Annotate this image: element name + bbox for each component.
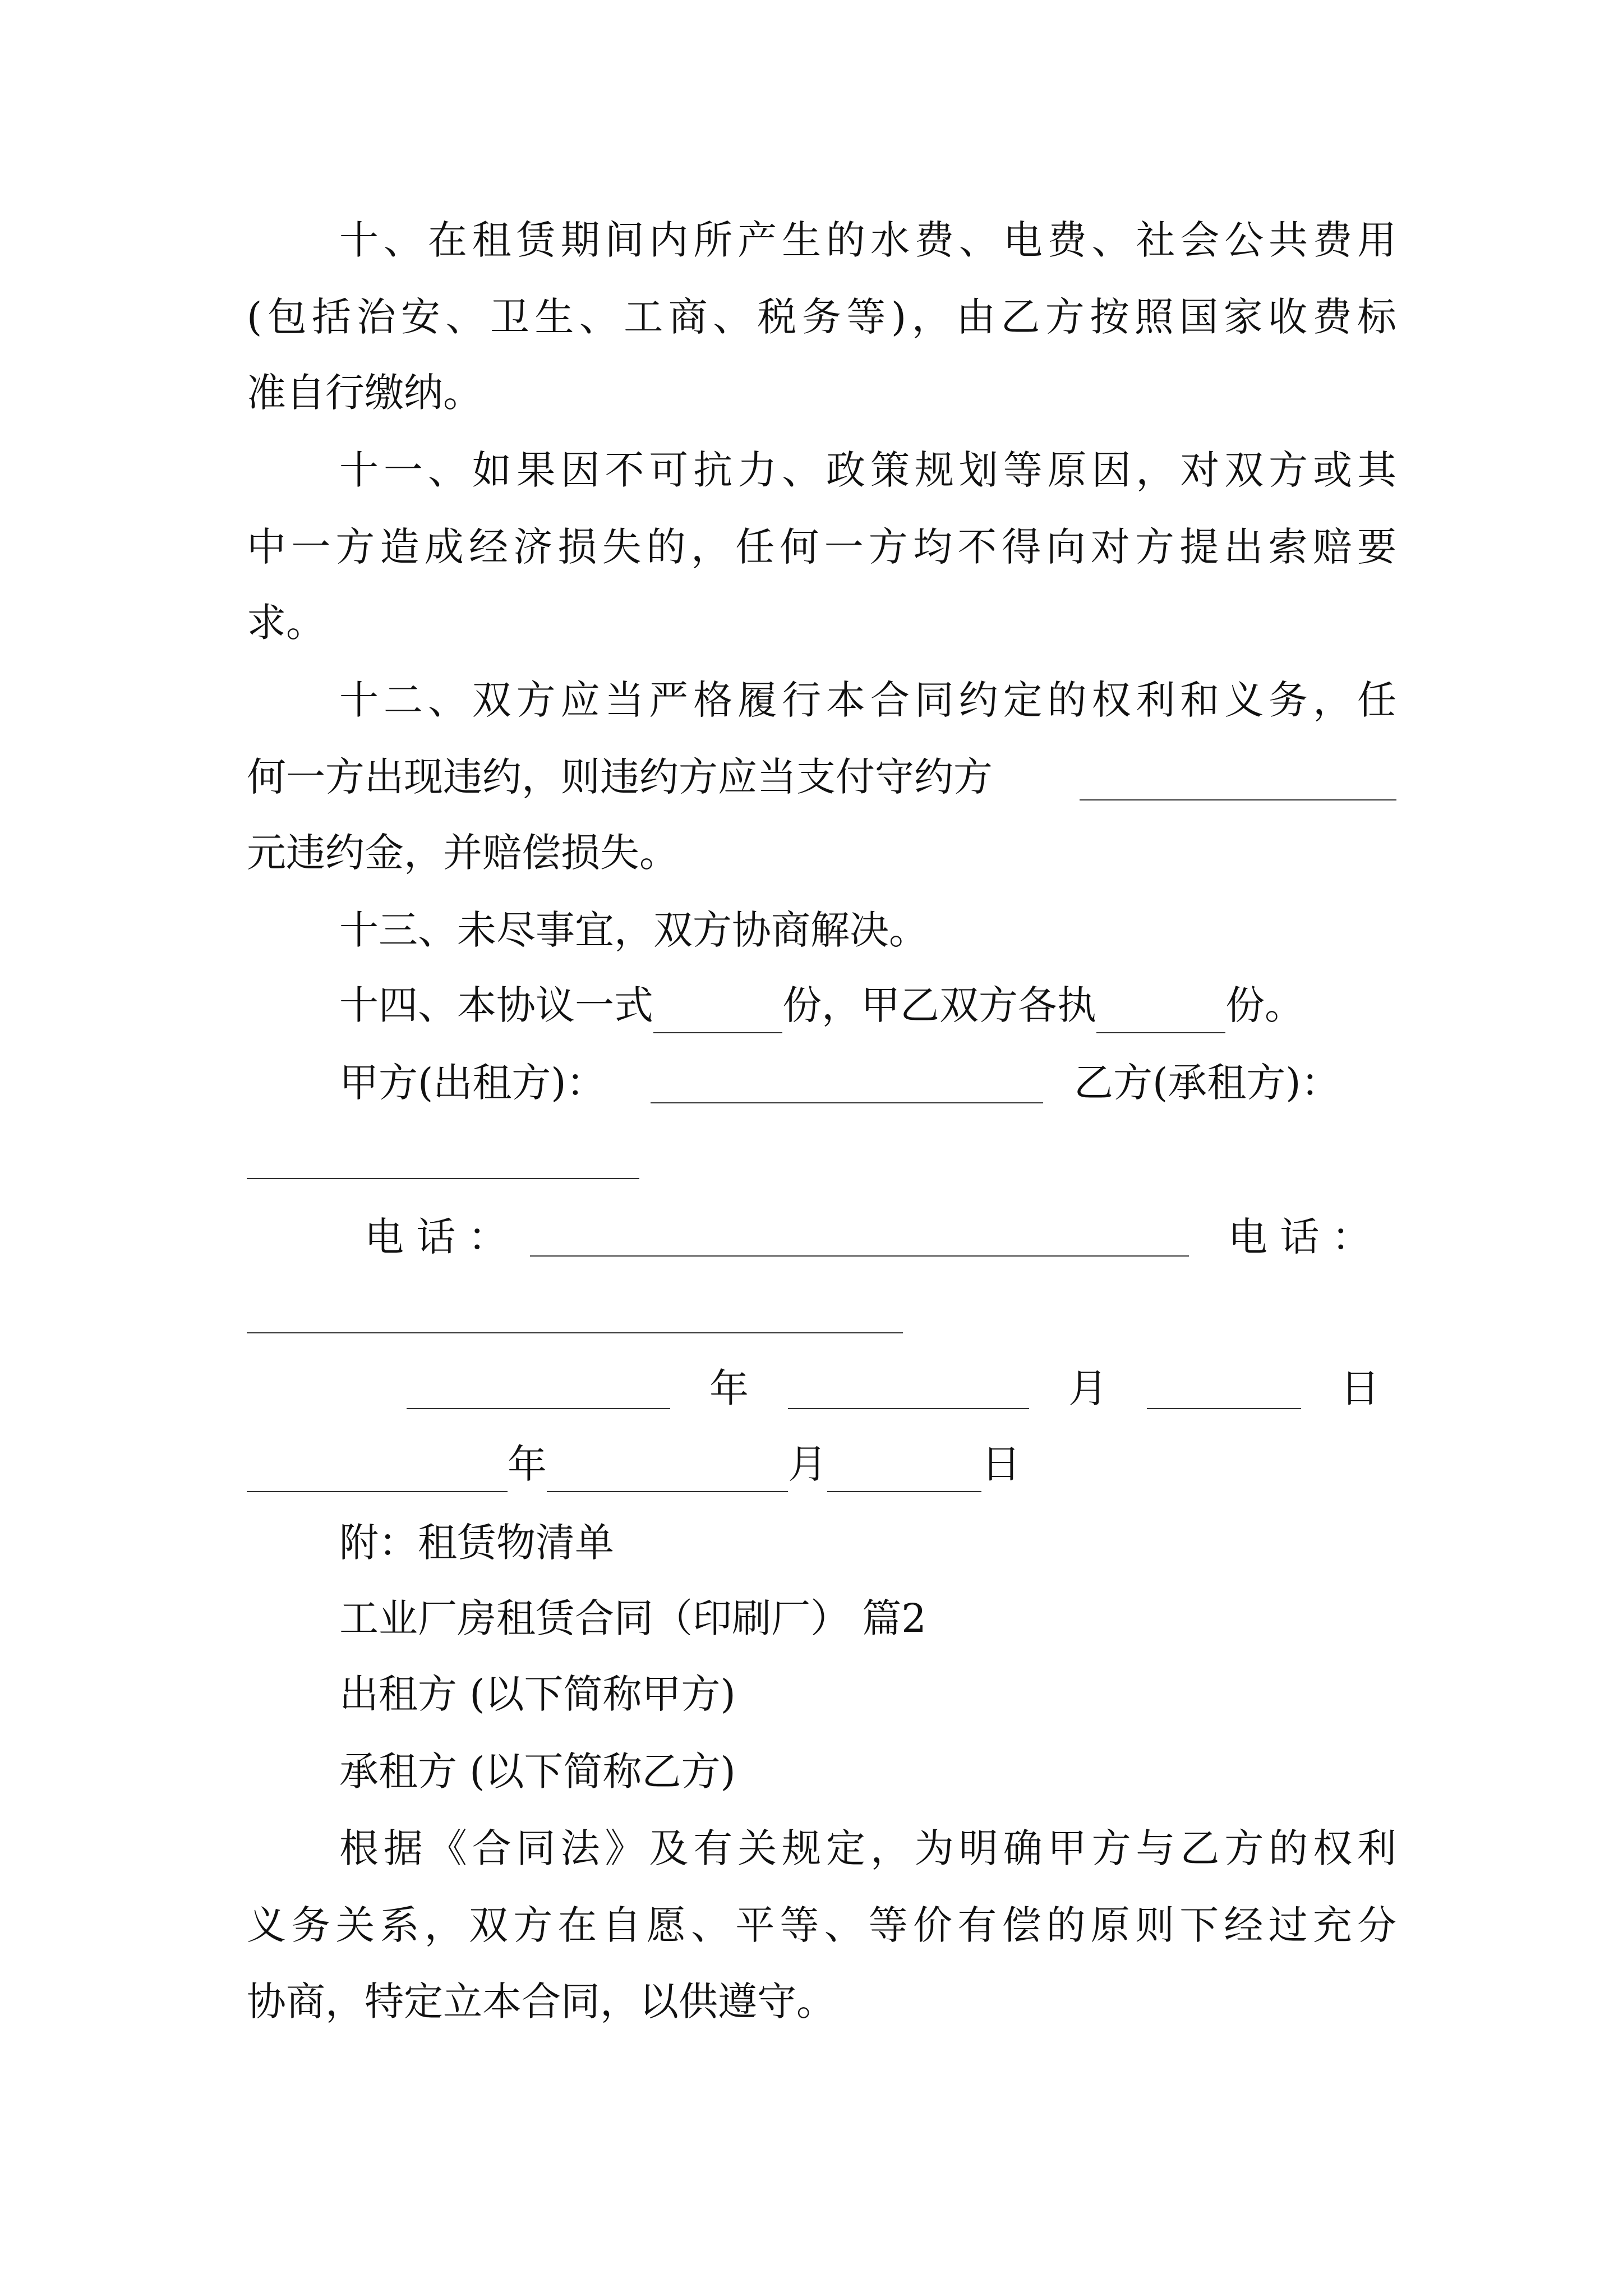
lessor-line: 出租方 (以下简称甲方): [339, 1671, 736, 1717]
date-a-day-blank[interactable]: [1147, 1408, 1301, 1409]
party-b-label: 乙方(承租方)：: [1074, 1060, 1340, 1106]
date-a-year-label: 年: [709, 1365, 749, 1411]
date-b-month-label: 月: [788, 1441, 827, 1487]
date-b-year-label: 年: [508, 1441, 547, 1487]
clause-13: 十三、未尽事宜，双方协商解决。: [339, 907, 928, 953]
clause-11-line-2: 中一方造成经济损失的，任何一方均不得向对方提出索赔要: [247, 524, 1396, 570]
date-b: [247, 1436, 1021, 1492]
date-a-month-blank[interactable]: [788, 1408, 1029, 1409]
party-b-phone-label: 电 话 ：: [1228, 1214, 1371, 1260]
clause-14-part-b: 份，甲乙双方各执: [782, 982, 1096, 1028]
clause-11-line-1: 十一、如果因不可抗力、政策规划等原因，对双方或其: [339, 447, 1396, 493]
clause-14-part-a: 十四、本协议一式: [339, 982, 653, 1028]
clause-14: [339, 977, 1304, 1033]
party-a-label: 甲方(出租方)：: [339, 1060, 606, 1106]
party-b-phone-blank[interactable]: [247, 1332, 903, 1333]
date-b-month-blank[interactable]: [547, 1446, 788, 1492]
date-b-day-label: 日: [981, 1441, 1021, 1487]
clause-10-line-3: 准自行缴纳。: [247, 370, 482, 416]
date-b-day-blank[interactable]: [827, 1446, 981, 1492]
copies-each-blank[interactable]: [1096, 987, 1225, 1033]
attachment-line: 附：租赁物清单: [339, 1520, 614, 1566]
date-a-day-label: 日: [1340, 1365, 1380, 1411]
clause-12-line-3: 元违约金，并赔偿损失。: [247, 830, 679, 876]
intro-line-3: 协商，特定立本合同，以供遵守。: [247, 1978, 836, 2024]
date-a-month-label: 月: [1068, 1365, 1108, 1411]
lessee-line: 承租方 (以下简称乙方): [339, 1749, 736, 1795]
clause-12-line-2: 何一方出现违约，则违约方应当支付守约方: [247, 754, 993, 800]
date-a-year-blank[interactable]: [407, 1408, 670, 1409]
section-2-title: 工业厂房租赁合同（印刷厂） 篇2: [339, 1595, 926, 1641]
party-a-signature-blank[interactable]: [651, 1102, 1043, 1103]
intro-line-2: 义务关系，双方在自愿、平等、等价有偿的原则下经过充分: [247, 1902, 1396, 1948]
clause-14-part-c: 份。: [1225, 982, 1304, 1028]
clause-12-line-1: 十二、双方应当严格履行本合同约定的权利和义务，任: [339, 677, 1396, 723]
party-b-signature-blank[interactable]: [247, 1178, 639, 1179]
copies-total-blank[interactable]: [653, 987, 782, 1033]
clause-10-line-1: 十、在租赁期间内所产生的水费、电费、社会公共费用: [339, 217, 1396, 263]
clause-11-line-3: 求。: [247, 600, 325, 646]
clause-10-line-2: (包括治安、卫生、工商、税务等)，由乙方按照国家收费标: [247, 294, 1396, 340]
date-b-year-blank[interactable]: [247, 1446, 508, 1492]
penalty-amount-blank[interactable]: [1080, 799, 1396, 800]
intro-line-1: 根据《合同法》及有关规定，为明确甲方与乙方的权利: [339, 1825, 1396, 1871]
party-a-phone-blank[interactable]: [530, 1255, 1189, 1257]
party-a-phone-label: 电 话 ：: [365, 1214, 508, 1260]
